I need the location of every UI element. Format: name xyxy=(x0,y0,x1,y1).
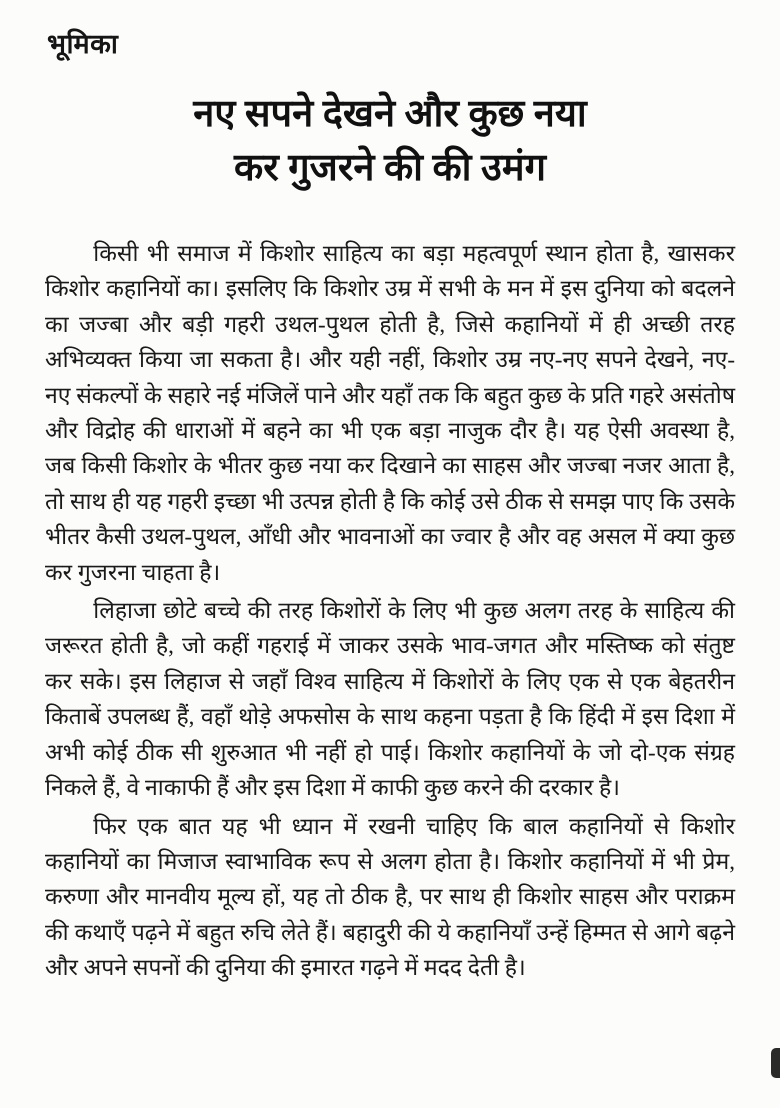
chapter-title xyxy=(0,88,780,196)
chapter-title-line-2: कर गुजरने की की उमंग xyxy=(234,146,546,189)
body-text xyxy=(45,236,735,989)
paragraph: फिर एक बात यह भी ध्यान में रखनी चाहिए कि बाल कहानियों से किशोर कहानियों का मिजाज स्वाभाविक रूप से अलग होता है। किशोर कहानियों में भी प्रेम, करुणा और मानवीय मूल्य हों, यह तो ठीक है, पर साथ ही किशोर साहस और पराक्रम की कथाएँ पढ़ने में बहुत रुचि लेते हैं। बहादुरी की ये कहानियाँ उन्हें हिम्मत से आगे बढ़ने और अपने सपनों की दुनिया की इमारत गढ़ने में मदद देती है। xyxy=(45,813,735,981)
paragraph: लिहाजा छोटे बच्चे की तरह किशोरों के लिए भी कुछ अलग तरह के साहित्य की जरूरत होती है, जो कहीं गहराई में जाकर उसके भाव-जगत और मस्तिष्क को संतुष्ट कर सके। इस लिहाज से जहाँ विश्व साहित्य में किशोरों के लिए एक से एक बेहतरीन किताबें उपलब्ध हैं, वहाँ थोड़े अफसोस के साथ कहना पड़ता है कि हिंदी में इस दिशा में अभी कोई ठीक सी शुरुआत भी नहीं हो पाई। किशोर कहानियों के जो दो-एक संग्रह निकले हैं, वे नाकाफी हैं और इस दिशा में काफी कुछ करने की दरकार है। xyxy=(45,598,735,801)
paragraph: किसी भी समाज में किशोर साहित्य का बड़ा महत्वपूर्ण स्थान होता है, खासकर किशोर कहानियों का। इसलिए कि किशोर उम्र में सभी के मन में इस दुनिया को बदलने का जज्बा और बड़ी गहरी उथल-पुथल होती है, जिसे कहानियों में ही अच्छी तरह अभिव्यक्त किया जा सकता है। और यही नहीं, किशोर उम्र नए-नए सपने देखने, नए-नए संकल्पों के सहारे नई मंजिलें पाने और यहाँ तक कि बहुत कुछ के प्रति गहरे असंतोष और विद्रोह की धाराओं में बहने का भी एक बड़ा नाजुक दौर है। यह ऐसी अवस्था है, जब किसी किशोर के भीतर कुछ नया कर दिखाने का साहस और जज्बा नजर आता है, तो साथ ही यह गहरी इच्छा भी उत्पन्न होती है कि कोई उसे ठीक से समझ पाए कि उसके भीतर कैसी उथल-पुथल, आँधी और भावनाओं का ज्वार है और वह असल में क्या कुछ कर गुजरना चाहता है। xyxy=(45,241,735,585)
scan-artifact xyxy=(771,1048,780,1078)
section-label: भूमिका xyxy=(47,29,119,59)
chapter-title-line-1: नए सपने देखने और कुछ नया xyxy=(193,93,587,135)
